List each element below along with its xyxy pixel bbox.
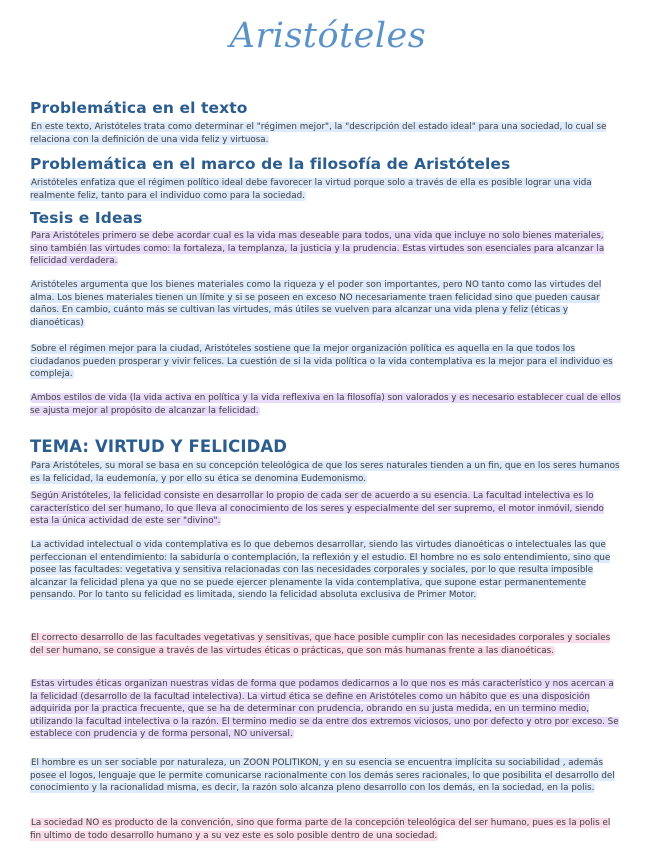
heading-tesis-ideas: Tesis e Ideas [30,209,143,227]
paragraph: Para Aristóteles, su moral se basa en su concepción teleológica de que los seres naturales tienden a un fin, que en los seres humanos es la felicidad, la eudemonía, y por ello su ética se denomina Eudemonismo. [30,461,620,484]
paragraph: Estas virtudes éticas organizan nuestras vidas de forma que podamos dedicarnos a lo que nos es más característico y nos acercan a la felicidad (desarrollo de la facultad intelectiva). La virtud ética se define en Aristóteles como un hábito que es una disposición adquirida por la practica frecuente, que se ha de determinar con prudencia, obrando en su justa medida, en un termino medio, utilizando la facultad intelectiva o la razón. El termino medio se da entre dos extremos viciosos, uno por defecto y otro por exceso. Se establece con prudencia y de forma personal, NO universal. [30,679,619,739]
heading-problematica-texto: Problemática en el texto [30,99,248,117]
paragraph: Aristóteles argumenta que los bienes materiales como la riqueza y el poder son importantes, pero NO tanto como las virtudes del alma. Los bienes materiales tienen un límite y si se poseen en exceso NO necesariamente traen felicidad sino que pueden causar daños. En cambio, cuánto más se cultivan las virtudes, más útiles se vuelven para alcanzar una vida plena y feliz (éticas y dianoéticas) [30,280,602,328]
page-title: Aristóteles [229,16,427,56]
paragraph: Ambos estilos de vida (la vida activa en política y la vida reflexiva en la filosofía) son valorados y es necesario establecer cual de ellos se ajusta mejor al propósito de alcanzar la felicidad. [30,393,621,416]
paragraph: Aristóteles enfatiza que el régimen político ideal debe favorecer la virtud porque solo a través de ella es posible lograr una vida realmente feliz, tanto para el individuo como para la sociedad. [30,178,592,201]
paragraph: Según Aristóteles, la felicidad consiste en desarrollar lo propio de cada ser de acuerdo a su esencia. La facultad intelectiva es lo característico del ser humano, lo que lleva al conocimiento de los seres y especialmente del ser supremo, el motor inmóvil, siendo esta la única actividad de este ser "divino". [30,491,604,526]
paragraph: El correcto desarrollo de las facultades vegetativas y sensitivas, que hace posible cumplir con las necesidades corporales y sociales del ser humano, se consigue a través de las virtudes éticas o prácticas, que son más humanas frente a las dianoéticas. [30,633,611,656]
paragraph: La sociedad NO es producto de la convención, sino que forma parte de la concepción teleológica del ser humano, pues es la polis el fin ultimo de todo desarrollo humano y a su vez este es solo posible dentro de una sociedad. [30,818,611,841]
paragraph: Sobre el régimen mejor para la ciudad, Aristóteles sostiene que la mejor organización política es aquella en la que todos los ciudadanos pueden prosperar y vivir felices. La cuestión de si la vida política o la vida contemplativa es la mejor para el individuo es compleja. [30,344,613,379]
paragraph: La actividad intelectual o vida contemplativa es lo que debemos desarrollar, siendo las virtudes dianoéticas o intelectuales las que perfeccionan el entendimiento: la sabiduría o contemplación, la reflexión y el estudio. El hombre no es solo entendimiento, sino que posee las facultades: vegetativa y sensitiva relacionadas con las necesidades corporales y sociales, por lo que resulta imposible alcanzar la felicidad plena ya que no se puede ejercer plenamente la vida contemplativa, que supone estar permanentemente pensando. Por lo tanto su felicidad es limitada, siendo la felicidad absoluta exclusiva de Primer Motor. [30,540,611,600]
paragraph: Para Aristóteles primero se debe acordar cual es la vida mas deseable para todos, una vida que incluye no solo bienes materiales, sino también las virtudes como: la fortaleza, la templanza, la justicia y la prudencia. Estas virtudes son esenciales para alcanzar la felicidad verdadera. [30,231,605,266]
heading-problematica-marco: Problemática en el marco de la filosofía de Aristóteles [30,155,511,173]
paragraph: El hombre es un ser sociable por naturaleza, un ZOON POLITIKON, y en su esencia se encuentra implícita su sociabilidad , además posee el logos, lenguaje que le permite comunicarse racionalmente con los demás seres racionales, lo que posibilita el desarrollo del conocimiento y la racionalidad misma, es decir, la razón solo alcanza pleno desarrollo con los demás, en la sociedad, en la polis. [30,758,615,793]
paragraph: En este texto, Aristóteles trata como determinar el "régimen mejor", la "descripción del estado ideal" para una sociedad, lo cual se relaciona con la definición de una vida feliz y virtuosa. [30,122,607,145]
heading-tema-virtud-felicidad: TEMA: VIRTUD Y FELICIDAD [30,437,288,456]
